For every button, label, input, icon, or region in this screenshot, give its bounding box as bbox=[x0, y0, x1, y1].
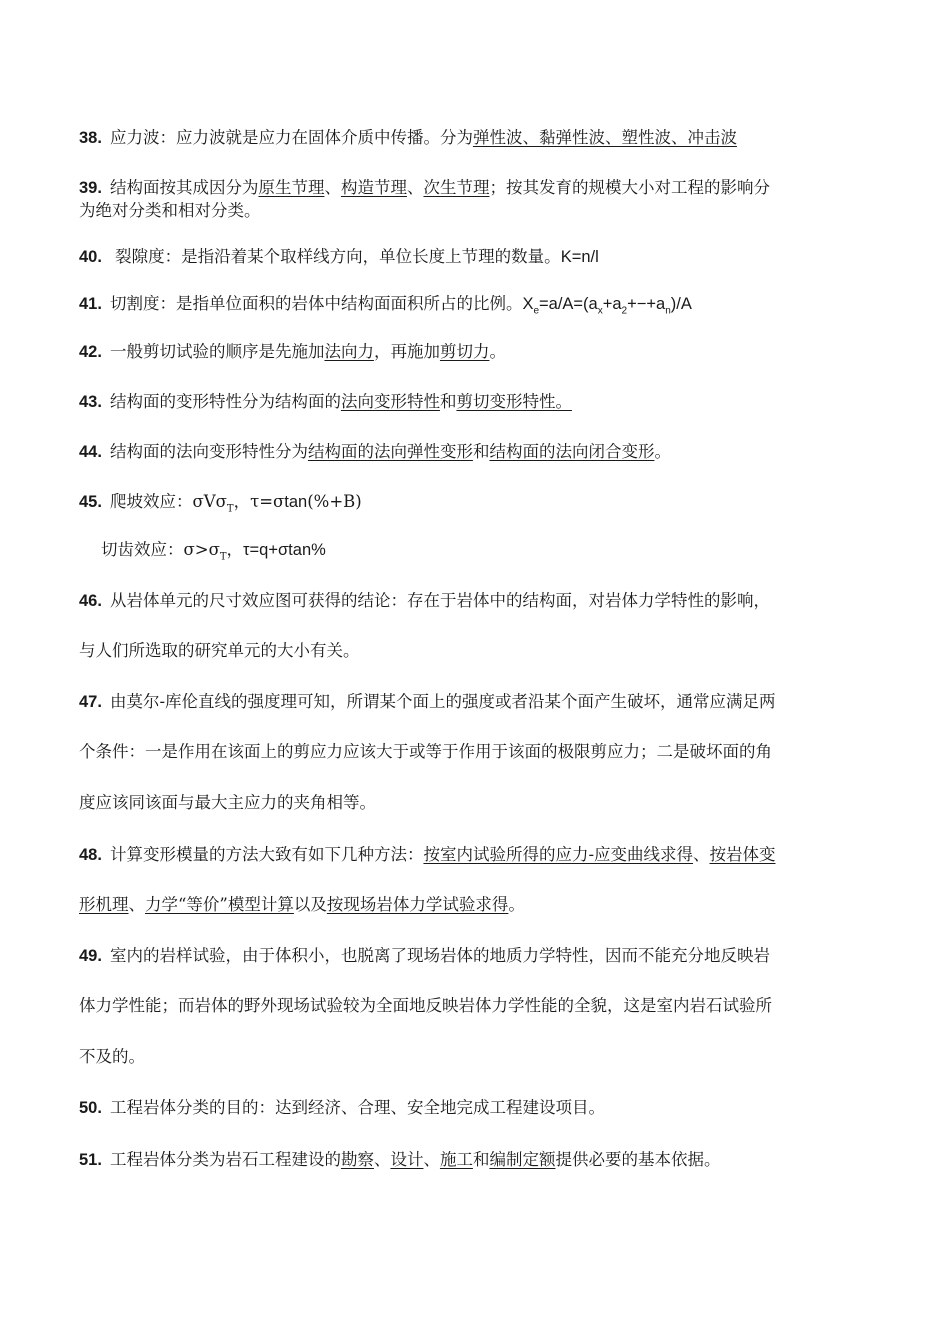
item-38: 38. 应力波：应力波就是应力在固体介质中传播。分为弹性波、黏弹性波、塑性波、冲击波 bbox=[79, 128, 737, 147]
item-51: 51. 工程岩体分类为岩石工程建设的勘察、设计、施工和编制定额提供必要的基本依据。 bbox=[79, 1150, 721, 1169]
item-39: 39. 结构面按其成因分为原生节理、构造节理、次生节理；按其发育的规模大小对工程的影响分 bbox=[79, 178, 770, 197]
item-48: 48. 计算变形模量的方法大致有如下几种方法：按室内试验所得的应力-应变曲线求得、按岩体变 bbox=[79, 845, 776, 864]
formula-cut-degree: $X_e=a/A=(a_x+a_2+-+a_n)/A$ bbox=[522, 295, 692, 317]
item-41: 41. 切割度：是指单位面积的岩体中结构面面积所占的比例。$X_e=a/A=(a_x+a_2+-+a_n)/A$ bbox=[79, 294, 692, 317]
item-45: 45. 爬坡效应：σVσ$_T$，τ=σtan(%+B) bbox=[79, 492, 362, 515]
item-44: 44. 结构面的法向变形特性分为结构面的法向弹性变形和结构面的法向闭合变形。 bbox=[79, 442, 671, 461]
item-50: 50. 工程岩体分类的目的：达到经济、合理、安全地完成工程建设项目。 bbox=[79, 1098, 605, 1117]
item-39-line2: 为绝对分类和相对分类。 bbox=[79, 201, 261, 220]
item-47: 47. 由莫尔-库伦直线的强度理可知，所谓某个面上的强度或者沿某个面产生破坏，通常应满足两 bbox=[79, 692, 776, 711]
item-47-line3: 度应该同该面与最大主应力的夹角相等。 bbox=[79, 793, 376, 812]
item-42: 42. 一般剪切试验的顺序是先施加法向力，再施加剪切力。 bbox=[79, 342, 506, 361]
item-47-line2: 个条件：一是作用在该面上的剪应力应该大于或等于作用于该面的极限剪应力；二是破坏面的角 bbox=[79, 742, 772, 761]
item-43: 43. 结构面的变形特性分为结构面的法向变形特性和剪切变形特性。 bbox=[79, 392, 572, 411]
item-48-line2: 形机理、力学“等价”模型计算以及按现场岩体力学试验求得。 bbox=[79, 895, 525, 914]
item-46: 46. 从岩体单元的尺寸效应图可获得的结论：存在于岩体中的结构面，对岩体力学特性的影响， bbox=[79, 591, 770, 610]
item-49-line2: 体力学性能；而岩体的野外现场试验较为全面地反映岩体力学性能的全貌，这是室内岩石试验所 bbox=[79, 996, 772, 1015]
item-40: 40. 裂隙度：是指沿着某个取样线方向，单位长度上节理的数量。K=n/l bbox=[79, 247, 599, 266]
item-46-line2: 与人们所选取的研究单元的大小有关。 bbox=[79, 641, 360, 660]
item-45-cutting-effect: 切齿效应：$\sigma>\sigma_T$，τ=q+σtan% bbox=[101, 540, 326, 563]
item-49: 49. 室内的岩样试验，由于体积小，也脱离了现场岩体的地质力学特性，因而不能充分地反映岩 bbox=[79, 946, 770, 965]
item-49-line3: 不及的。 bbox=[79, 1047, 145, 1066]
